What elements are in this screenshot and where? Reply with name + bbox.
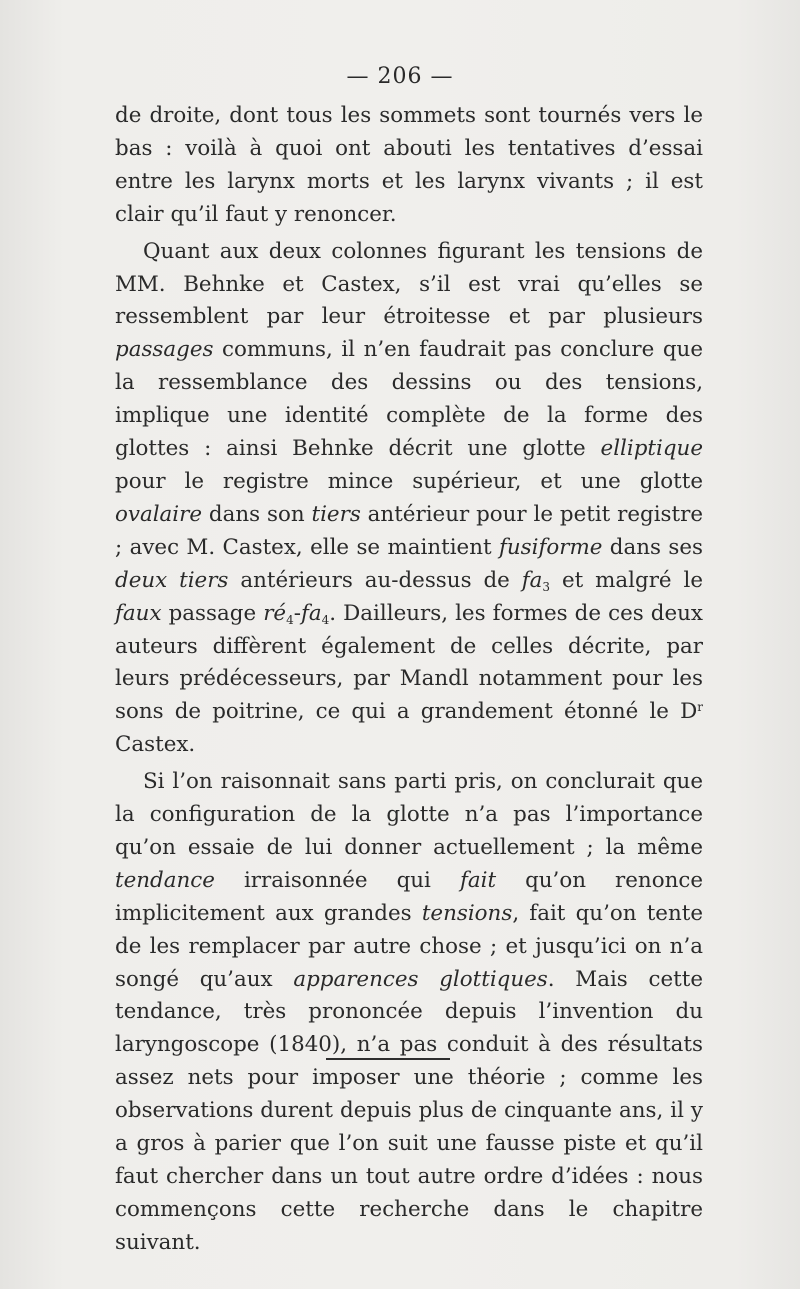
italic-term: fusiforme bbox=[498, 534, 603, 560]
italic-term: fait bbox=[459, 867, 497, 893]
paragraph-1: de droite, dont tous les sommets sont tournés vers le bas : voilà à quoi ont abouti les tentatives d’essai entre les larynx morts et les larynx vivants ; il est clair qu’il faut y renoncer. bbox=[115, 103, 703, 227]
italic-term: passages bbox=[115, 337, 214, 363]
italic-term: elliptique bbox=[600, 436, 703, 462]
italic-term: faux bbox=[115, 600, 162, 626]
paragraph-3: Si l’on raisonnait sans parti pris, on conclurait que la configuration de la glotte n’a pas l’importance qu’on essaie de lui donner actuellement ; la même tendance irraisonnée qui fait qu’on renonce implicitement aux grandes tensions, fait qu’on tente de les remplacer par autre chose ; et jusqu’ici on n’a songé qu’aux apparences glottiques. Mais cette tendance, très prononcée depuis l’invention du laryngoscope (1840), n’a pas conduit à des résultats assez nets pour imposer une théorie ; comme les observations durent depuis plus de cinquante ans, il y a gros à parier que l’on suit une fausse piste et qu’il faut chercher dans un tout autre ordre d’idées : nous commençons cette recherche dans le chapitre suivant. bbox=[115, 769, 703, 1255]
italic-term: ovalaire bbox=[115, 501, 203, 527]
note-name: ré bbox=[263, 600, 287, 626]
note-name: fa bbox=[521, 567, 543, 593]
octave-subscript: 4 bbox=[286, 612, 294, 627]
italic-term: deux tiers bbox=[115, 567, 229, 593]
octave-subscript: 3 bbox=[542, 579, 551, 594]
italic-term: tiers bbox=[311, 501, 361, 527]
italic-term: tendance bbox=[115, 867, 215, 893]
italic-term: apparences glottiques bbox=[293, 966, 548, 992]
octave-subscript: 4 bbox=[321, 612, 330, 627]
section-end-rule bbox=[326, 1058, 450, 1060]
page-number: — 206 — bbox=[346, 64, 454, 89]
body-text bbox=[115, 100, 703, 1260]
italic-term: tensions bbox=[421, 900, 513, 926]
note-name: fa bbox=[300, 600, 322, 626]
paragraph-2: Quant aux deux colonnes figurant les tensions de MM. Behnke et Castex, s’il est vrai qu’elles se ressemblent par leur étroitesse et par plusieurs passages communs, il n’en faudrait pas conclure que la ressemblance des dessins ou des tensions, implique une identité complète de la forme des glottes : ainsi Behnke décrit une glotte elliptique pour le registre mince supérieur, et une glotte ovalaire dans son tiers antérieur pour le petit registre ; avec M. Castex, elle se maintient fusiforme dans ses deux tiers antérieurs au-dessus de $fa_3$ et malgré le faux passage $ré_4-fa_4$. Dailleurs, les formes de ces deux auteurs diffèrent également de celles décrite, par leurs prédécesseurs, par Mandl notamment pour les sons de poitrine, ce qui a grandement étonné le $D^r$ Castex. bbox=[115, 238, 704, 758]
title-superscript: r bbox=[697, 700, 703, 715]
